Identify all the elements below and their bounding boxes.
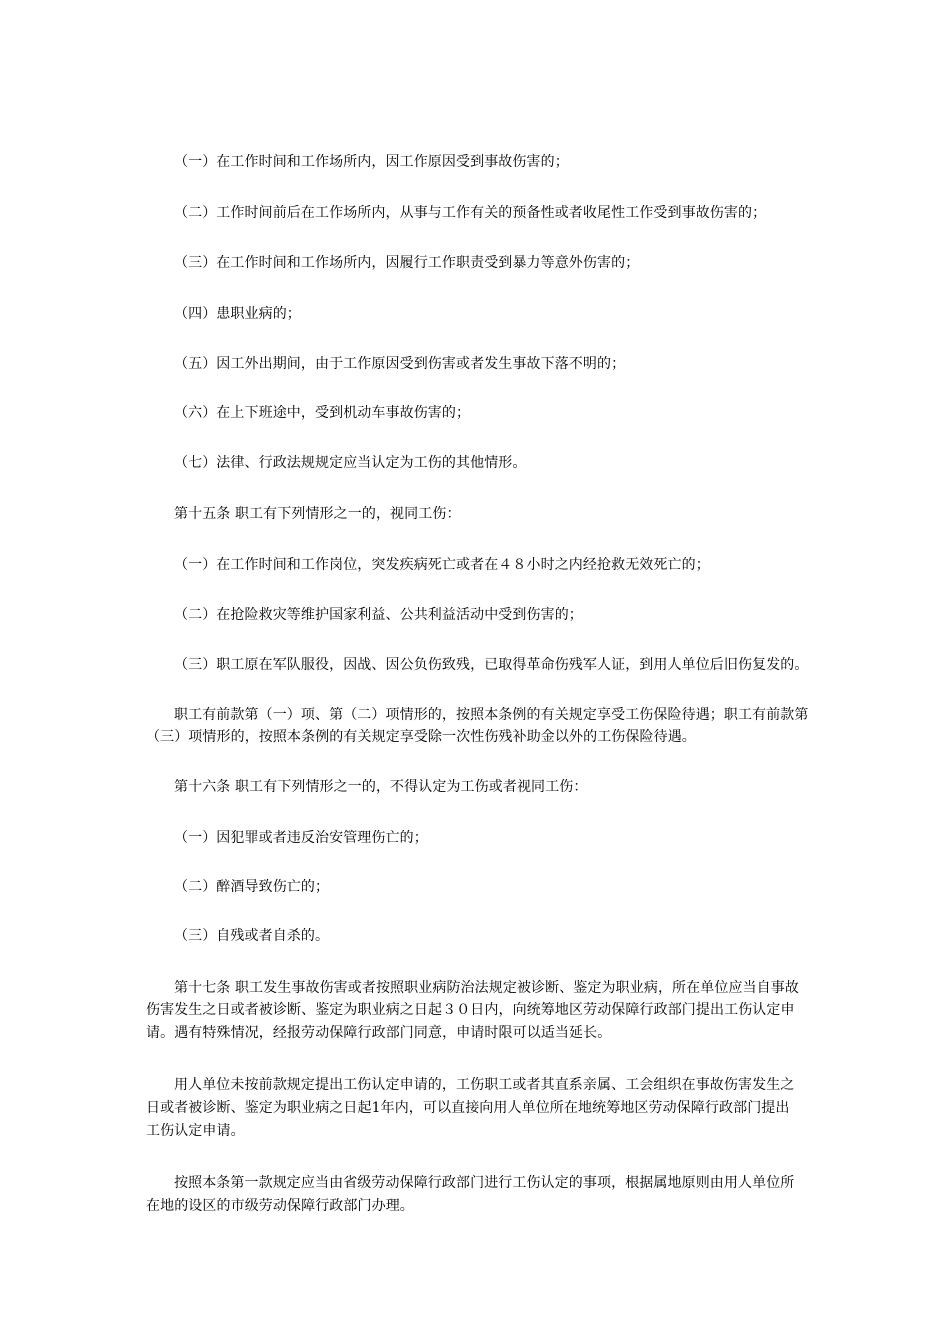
- article-15-heading: 第十五条 职工有下列情形之一的，视同工伤：: [174, 506, 461, 522]
- article-17-para1-line-1: 第十七条 职工发生事故伤害或者按照职业病防治法规定被诊断、鉴定为职业病，所在单位应当自事故: [174, 980, 799, 996]
- clause-item-5: （五）因工外出期间，由于工作原因受到伤害或者发生事故下落不明的；: [174, 356, 626, 372]
- article-17-para3-line-1: 按照本条第一款规定应当由省级劳动保障行政部门进行工伤认定的事项，根据属地原则由用人单位所: [174, 1175, 795, 1191]
- clause-item-3: （三）在工作时间和工作场所内，因履行工作职责受到暴力等意外伤害的；: [174, 255, 640, 271]
- article-16-item-1: （一）因犯罪或者违反治安管理伤亡的；: [174, 830, 428, 846]
- article-15-para-line-1: 职工有前款第（一）项、第（二）项情形的，按照本条例的有关规定享受工伤保险待遇；职工有前款第: [174, 707, 809, 723]
- clause-item-2: （二）工作时间前后在工作场所内，从事与工作有关的预备性或者收尾性工作受到事故伤害的；: [174, 205, 767, 221]
- clause-item-6: （六）在上下班途中，受到机动车事故伤害的；: [174, 405, 471, 421]
- article-16-item-2: （二）醉酒导致伤亡的；: [174, 879, 330, 895]
- clause-item-7: （七）法律、行政法规规定应当认定为工伤的其他情形。: [174, 455, 527, 471]
- article-17-para1-line-2: 伤害发生之日或者被诊断、鉴定为职业病之日起３０日内，向统筹地区劳动保障行政部门提出工伤认定申: [146, 1002, 795, 1018]
- clause-item-1: （一）在工作时间和工作场所内，因工作原因受到事故伤害的；: [174, 154, 569, 170]
- article-15-para-line-2: （三）项情形的，按照本条例的有关规定享受除一次性伤残补助金以外的工伤保险待遇。: [146, 729, 696, 745]
- article-17-para2-line-2: 日或者被诊断、鉴定为职业病之日起1年内，可以直接向用人单位所在地统筹地区劳动保障行政部门提出: [146, 1100, 790, 1116]
- article-17-para1-line-3: 请。遇有特殊情况，经报劳动保障行政部门同意，申请时限可以适当延长。: [146, 1025, 612, 1041]
- article-16-item-3: （三）自残或者自杀的。: [174, 928, 330, 944]
- article-17-para3-line-2: 在地的设区的市级劳动保障行政部门办理。: [146, 1198, 414, 1214]
- article-15-item-2: （二）在抢险救灾等维护国家利益、公共利益活动中受到伤害的；: [174, 607, 583, 623]
- article-15-item-3: （三）职工原在军队服役，因战、因公负伤致残，已取得革命伤残军人证，到用人单位后旧伤复发的。: [174, 657, 809, 673]
- article-17-para2-line-3: 工伤认定申请。: [146, 1123, 245, 1139]
- clause-item-4: （四）患职业病的；: [174, 306, 301, 322]
- article-16-heading: 第十六条 职工有下列情形之一的，不得认定为工伤或者视同工伤：: [174, 779, 588, 795]
- article-17-para2-line-1: 用人单位未按前款规定提出工伤认定申请的，工伤职工或者其直系亲属、工会组织在事故伤害发生之: [174, 1077, 795, 1093]
- article-15-item-1: （一）在工作时间和工作岗位，突发疾病死亡或者在４８小时之内经抢救无效死亡的；: [174, 557, 710, 573]
